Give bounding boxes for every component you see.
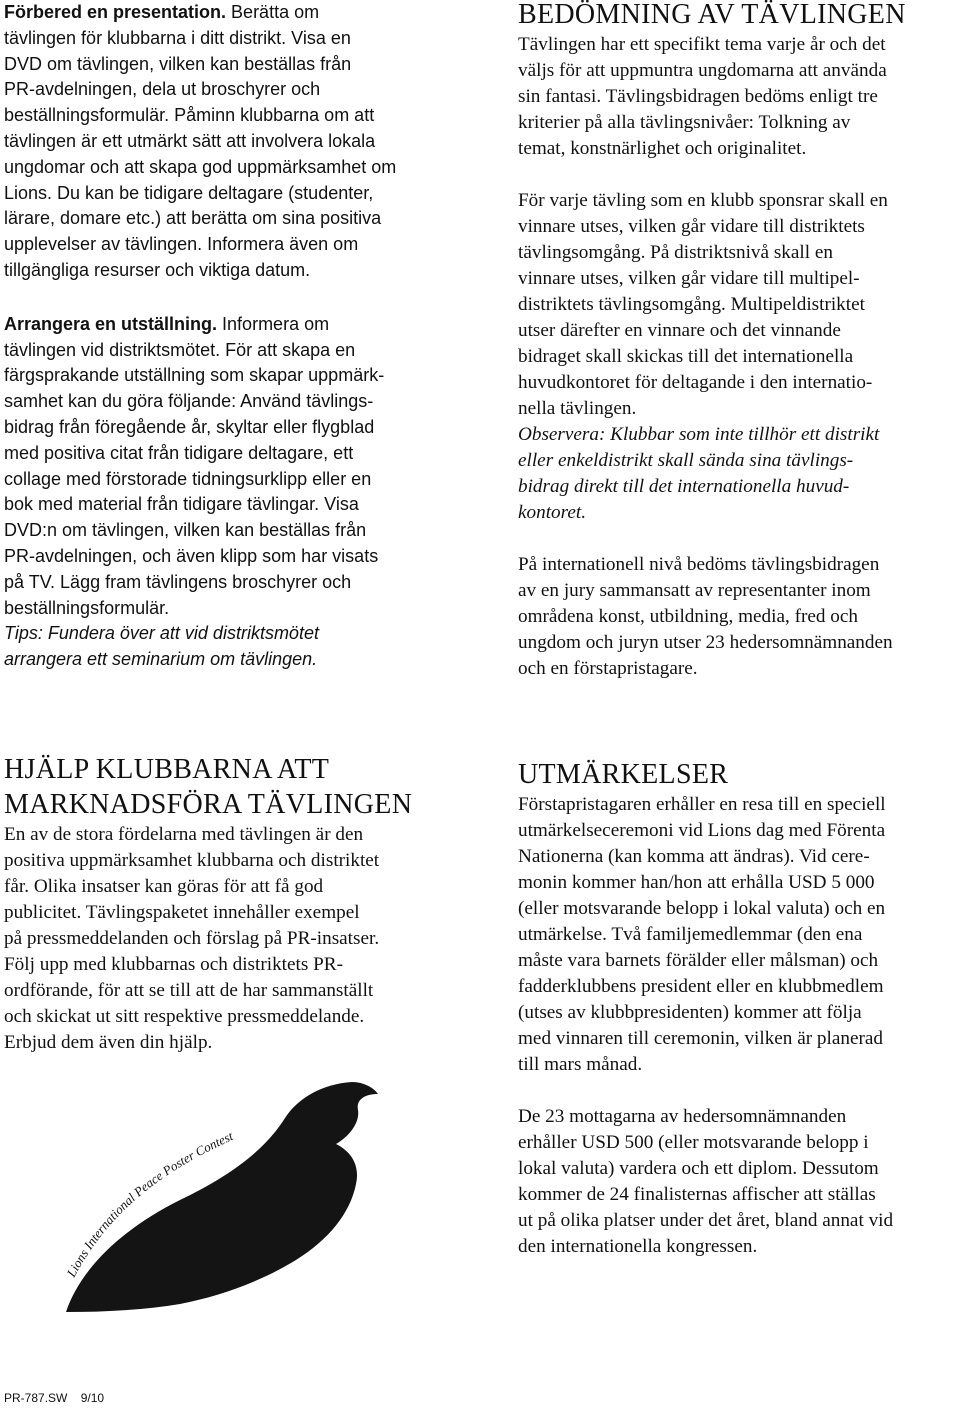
text-line: kriterier på alla tävlingsnivåer: Tolkning av — [518, 112, 851, 133]
awards-heading: UTMÄRKELSER — [518, 759, 729, 790]
text-line: Informera om — [217, 313, 330, 334]
text-line: ungdom och juryn utser 23 hedersomnämnanden — [518, 632, 893, 653]
presentation-lead: Förbered en presentation. — [4, 2, 227, 22]
text-line: sin fantasi. Tävlingsbidragen bedöms enligt tre — [518, 86, 878, 107]
text-line: kontoret. — [518, 502, 587, 523]
text-line: Tävlingen har ett specifikt tema varje år och det — [518, 34, 886, 55]
text-line: på TV. Lägg fram tävlingens broschyrer och — [4, 571, 352, 592]
text-line: bidraget skall skickas till det internationella — [518, 346, 854, 367]
text-line: och en förstapristagare. — [518, 658, 698, 679]
text-line: (eller motsvarande belopp i lokal valuta) och en — [518, 898, 886, 919]
text-line: lokal valuta) vardera och ett diplom. Dessutom — [518, 1158, 879, 1179]
awards-paragraph-2 — [518, 1104, 960, 1260]
text-line: och skickat ut sitt respektive pressmeddelande. — [4, 1006, 365, 1027]
text-line: En av de stora fördelarna med tävlingen är den — [4, 824, 364, 845]
heading-line: HJÄLP KLUBBARNA ATT — [4, 754, 330, 785]
text-line: tävlingen för klubbarna i ditt distrikt. Visa en — [4, 27, 351, 48]
text-line: eller enkeldistrikt skall sända sina tävlings- — [518, 450, 854, 471]
text-line: tävlingsomgång. På distriktsnivå skall en — [518, 242, 833, 263]
text-line: upplevelser av tävlingen. Informera även om — [4, 234, 359, 255]
text-line: den internationella kongressen. — [518, 1236, 758, 1257]
text-line: PR-avdelningen, och även klipp som har visats — [4, 545, 379, 566]
text-line: De 23 mottagarna av hedersomnämnanden — [518, 1106, 847, 1127]
text-line: collage med förstorade tidningsurklipp eller en — [4, 468, 372, 489]
text-line: (utses av klubbpresidenten) kommer att följa — [518, 1002, 862, 1023]
text-line: temat, konstnärlighet och originalitet. — [518, 138, 807, 159]
text-line: PR-avdelningen, dela ut broschyrer och — [4, 79, 321, 100]
text-line: positiva uppmärksamhet klubbarna och distriktet — [4, 850, 380, 871]
text-line: utmärkelse. Två familjemedlemmar (den ena — [518, 924, 863, 945]
peace-poster-dove-logo — [60, 1080, 388, 1312]
text-line: nella tävlingen. — [518, 398, 637, 419]
judging-paragraph-1 — [518, 32, 960, 162]
note-paragraph — [518, 422, 960, 526]
text-line: Följ upp med klubbarnas och distriktets PR- — [4, 954, 343, 975]
exhibition-lead: Arrangera en utställning. — [4, 313, 218, 334]
text-line: vinnare utses, vilken går vidare till multipel- — [518, 268, 860, 289]
marketing-heading — [4, 752, 474, 822]
right-bottom-column — [518, 760, 960, 1260]
text-line: ut på olika platser under det året, bland annat vid — [518, 1210, 894, 1231]
text-line: monin kommer han/hon att erhålla USD 5 000 — [518, 872, 875, 893]
text-line: vinnare utses, vilken går vidare till distriktets — [518, 216, 865, 237]
text-line: Observera: Klubbar som inte tillhör ett distrikt — [518, 424, 880, 445]
text-line: färgsprakande utställning som skapar uppmärk- — [4, 365, 385, 386]
text-line: huvudkontoret för deltagande i den internatio- — [518, 372, 873, 393]
text-line: Nationerna (kan komma att ändras). Vid cere- — [518, 846, 870, 867]
text-line: tävlingen är ett utmärkt sätt att involvera lokala — [4, 130, 376, 151]
text-line: beställningsformulär. — [4, 597, 170, 618]
judging-paragraph-3 — [518, 552, 960, 682]
judging-heading: BEDÖMNING AV TÄVLINGEN — [518, 0, 906, 30]
text-line: bidrag från föregående år, skyltar eller flygblad — [4, 416, 375, 437]
presentation-paragraph — [4, 0, 474, 284]
text-line: Erbjud dem även din hjälp. — [4, 1032, 213, 1053]
text-line: med vinnaren till ceremonin, vilken är planerad — [518, 1028, 883, 1049]
text-line: distriktets tävlingsomgång. Multipeldistriktet — [518, 294, 865, 315]
text-line: Förstapristagaren erhåller en resa till en speciell — [518, 794, 886, 815]
text-line: på pressmeddelanden och förslag på PR-insatser. — [4, 928, 380, 949]
text-line: med positiva citat från tidigare deltagare, ett — [4, 442, 354, 463]
text-line: På internationell nivå bedöms tävlingsbidragen — [518, 554, 880, 575]
awards-paragraph-1 — [518, 792, 960, 1078]
exhibition-paragraph — [4, 312, 474, 622]
text-line: till mars månad. — [518, 1054, 643, 1075]
right-top-column — [518, 0, 960, 682]
left-bottom-column — [4, 752, 474, 1056]
text-line: Lions. Du kan be tidigare deltagare (studenter, — [4, 182, 374, 203]
text-line: DVD:n om tävlingen, vilken kan beställas från — [4, 520, 367, 541]
heading-line: MARKNADSFÖRA TÄVLINGEN — [4, 789, 413, 820]
text-line: erhåller USD 500 (eller motsvarande belopp i — [518, 1132, 869, 1153]
text-line: områdena konst, utbildning, media, fred och — [518, 606, 858, 627]
text-line: utmärkelseceremoni vid Lions dag med Förenta — [518, 820, 886, 841]
text-line: utser därefter en vinnare och det vinnande — [518, 320, 841, 341]
dove-shape — [66, 1082, 378, 1312]
left-top-column — [4, 0, 474, 673]
text-line: tävlingen vid distriktsmötet. För att skapa en — [4, 339, 356, 360]
text-line: publicitet. Tävlingspaketet innehåller exempel — [4, 902, 360, 923]
text-line: väljs för att uppmuntra ungdomarna att använda — [518, 60, 887, 81]
text-line: kommer de 24 finalisternas affischer att ställas — [518, 1184, 876, 1205]
text-line: DVD om tävlingen, vilken kan beställas från — [4, 53, 352, 74]
marketing-paragraph — [4, 822, 474, 1056]
text-line: ordförande, för att se till att de har sammanställt — [4, 980, 374, 1001]
text-line: Berätta om — [226, 2, 320, 22]
text-line: lärare, domare etc.) att berätta om sina positiva — [4, 208, 382, 229]
text-line: tillgängliga resurser och viktiga datum. — [4, 259, 311, 280]
judging-paragraph-2 — [518, 188, 960, 422]
text-line: samhet kan du göra följande: Använd tävlings- — [4, 391, 374, 412]
logo-text: Lions International Peace Poster Contest — [63, 1128, 236, 1280]
text-line: bidrag direkt till det internationella huvud- — [518, 476, 850, 497]
text-line: arrangera ett seminarium om tävlingen. — [4, 649, 318, 670]
text-line: får. Olika insatser kan göras för att få god — [4, 876, 324, 897]
text-line: bok med material från tidigare tävlingar. Visa — [4, 494, 359, 515]
text-line: ungdomar och att skapa god uppmärksamhet om — [4, 156, 397, 177]
tips-paragraph — [4, 621, 474, 673]
text-line: av en jury sammansatt av representanter inom — [518, 580, 871, 601]
text-line: fadderklubbens president eller en klubbmedlem — [518, 976, 884, 997]
text-line: Tips: Fundera över att vid distriktsmötet — [4, 623, 319, 644]
text-line: måste vara barnets förälder eller målsman) och — [518, 950, 879, 971]
text-line: För varje tävling som en klubb sponsrar skall en — [518, 190, 888, 211]
text-line: beställningsformulär. Påminn klubbarna om att — [4, 105, 375, 126]
page-footer: PR-787.SW 9/10 — [4, 1391, 105, 1405]
